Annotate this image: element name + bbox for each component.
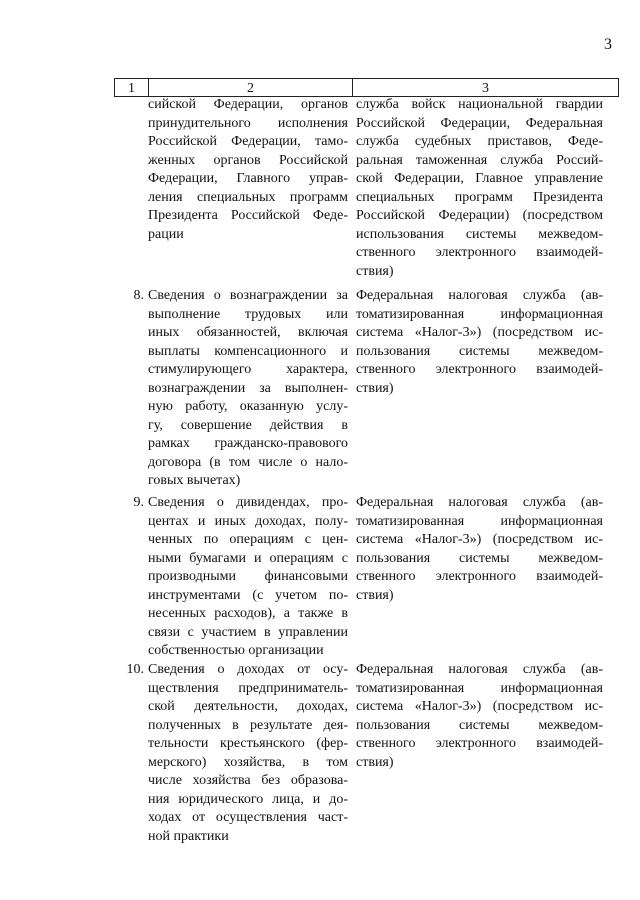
text-line: томатизированная информационная (356, 680, 603, 696)
text-line: Российской Федерации, Федеральная (356, 115, 603, 131)
text-line: пользования системы межведом- (356, 343, 603, 359)
text-line: рамках гражданско-правового (148, 436, 348, 451)
text-line: женных органов Российской (148, 152, 348, 168)
text-line: ральная таможенная служба Россий- (356, 152, 603, 168)
text-line: рации (148, 226, 184, 242)
text-line: ными бумагами и операциям с (148, 550, 348, 566)
text-line: Сведения о вознаграждении за (148, 288, 348, 303)
text-line: говых вычетах) (148, 473, 241, 488)
text-line: ствия) (356, 380, 394, 396)
text-line: Федеральная налоговая служба (ав- (356, 288, 603, 303)
table-header-row (114, 78, 619, 97)
text-line: Федеральная налоговая служба (ав- (356, 662, 603, 677)
source-agency-cell (356, 661, 603, 772)
text-line: ственного электронного взаимодей- (356, 736, 603, 751)
page-number: 3 (604, 36, 612, 53)
source-agency-cell (356, 96, 603, 281)
text-line: связи с участием в управлении (148, 624, 348, 640)
source-agency-cell (356, 494, 603, 605)
text-line: служба судебных приставов, Феде- (356, 134, 603, 149)
text-line: томатизированная информационная (356, 513, 603, 529)
text-line: ствия) (356, 263, 394, 279)
text-line: инструментами (с учетом по- (148, 587, 348, 603)
text-line: томатизированная информационная (356, 306, 603, 322)
text-line: сийской Федерации, органов (148, 97, 348, 112)
text-line: принудительного исполнения (148, 115, 348, 131)
table-header-col-2: 2 (149, 79, 353, 96)
text-line: иных обязанностей, включая (148, 325, 348, 340)
text-line: ченных по операциям с цен- (148, 532, 348, 547)
text-line: пользования системы межведом- (356, 550, 603, 566)
information-type-cell (148, 661, 348, 846)
text-line: ственного электронного взаимодей- (356, 245, 603, 260)
information-type-cell (148, 287, 348, 491)
text-line: выплаты компенсационного и (148, 343, 348, 359)
table-header-col-1: 1 (115, 79, 149, 96)
text-line: ской Федерации, Главное управление (356, 171, 603, 186)
text-line: гу, совершение действия в (148, 417, 348, 433)
table-header-col-3: 3 (482, 81, 489, 96)
row-number: 8. (133, 288, 144, 303)
text-line: ственного электронного взаимодей- (356, 362, 603, 377)
text-line: ния юридического лица, и до- (148, 791, 348, 807)
text-line: вознаграждении за выполнен- (148, 380, 348, 396)
text-line: ления специальных программ (148, 189, 348, 205)
text-line: Федерации, Главного управ- (148, 171, 348, 186)
text-line: производными финансовыми (148, 569, 348, 584)
text-line: ствия) (356, 754, 394, 770)
text-line: тельности крестьянского (фер- (148, 736, 348, 751)
text-line: Российской Федерации, тамо- (148, 134, 348, 149)
text-line: ную работу, оказанную услу- (148, 399, 348, 414)
text-line: ной практики (148, 828, 229, 844)
text-line: использования системы межведом- (356, 226, 603, 242)
text-line: ществления предприниматель- (148, 680, 348, 696)
text-line: система «Налог-3») (посредством ис- (356, 699, 603, 714)
text-line: Федеральная налоговая служба (ав- (356, 495, 603, 510)
text-line: полученных в результате дея- (148, 717, 348, 733)
information-type-cell (148, 96, 348, 244)
text-line: мерского) хозяйства, в том (148, 754, 348, 770)
text-line: договора (в том числе о нало- (148, 454, 348, 470)
text-line: ходах от осуществления част- (148, 810, 348, 825)
text-line: Сведения о дивидендах, про- (148, 495, 348, 510)
text-line: служба войск национальной гвардии (356, 97, 603, 112)
information-type-cell (148, 494, 348, 661)
text-line: ской деятельности, доходах, (148, 699, 348, 714)
text-line: несенных расходов), а также в (148, 606, 348, 621)
text-line: ствия) (356, 587, 394, 603)
text-line: Российской Федерации) (посредством (356, 208, 603, 223)
text-line: Президента Российской Феде- (148, 208, 348, 223)
text-line: ственного электронного взаимодей- (356, 569, 603, 584)
text-line: числе хозяйства без образова- (148, 773, 348, 788)
text-line: центах и иных доходах, полу- (148, 513, 348, 529)
text-line: система «Налог-3») (посредством ис- (356, 325, 603, 340)
text-line: специальных программ Президента (356, 189, 603, 205)
row-number: 10. (126, 662, 144, 677)
source-agency-cell (356, 287, 603, 398)
text-line: система «Налог-3») (посредством ис- (356, 532, 603, 547)
text-line: собственностью организации (148, 643, 324, 658)
text-line: выполнение трудовых или (148, 306, 348, 322)
row-number: 9. (133, 495, 144, 510)
text-line: пользования системы межведом- (356, 717, 603, 733)
text-line: стимулирующего характера, (148, 362, 348, 377)
text-line: Сведения о доходах от осу- (148, 662, 348, 677)
